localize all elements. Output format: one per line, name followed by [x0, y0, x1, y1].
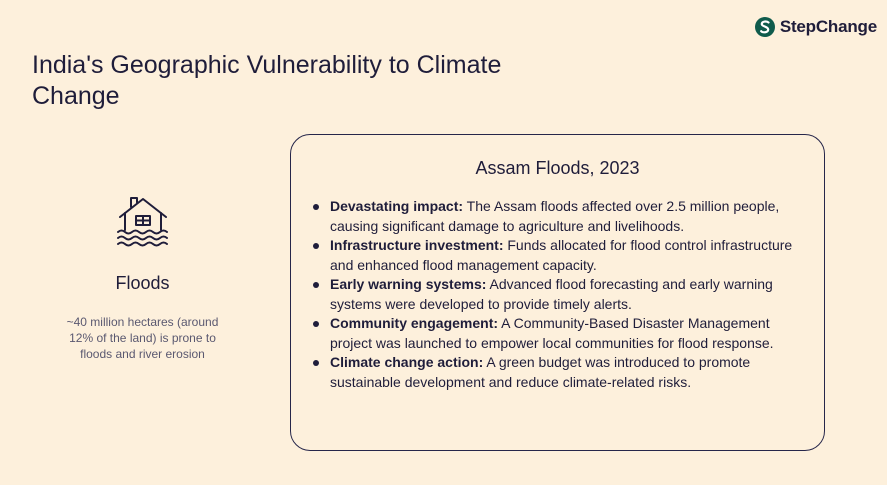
list-item: [330, 236, 806, 275]
point-label: Infrastructure investment:: [330, 237, 504, 253]
stepchange-logo-icon: [755, 16, 775, 38]
bullet-list: [291, 197, 824, 392]
floods-heading: Floods: [115, 273, 170, 293]
list-item: [330, 197, 806, 236]
list-item: [330, 275, 806, 314]
floods-description: ~40 million hectares (around 12% of the land) is prone to floods and river erosion: [66, 315, 219, 361]
point-label: Climate change action:: [330, 354, 484, 370]
list-item: [330, 353, 806, 392]
point-text: Funds allocated for flood control infrastructure and enhanced flood management capacity.: [330, 237, 793, 273]
point-text: A Community-Based Disaster Management project was launched to empower local communities for flood response.: [330, 315, 774, 351]
flooded-house-icon: [114, 190, 172, 248]
point-text: Advanced flood forecasting and early warning systems were developed to provide timely alerts.: [330, 276, 773, 312]
assam-floods-card: [290, 134, 825, 451]
card-title: Assam Floods, 2023: [475, 158, 640, 178]
point-label: Community engagement:: [330, 315, 499, 331]
brand-name: StepChange: [779, 17, 877, 36]
floods-panel: [60, 190, 225, 362]
point-label: Devastating impact:: [330, 198, 464, 214]
list-item: [330, 314, 806, 353]
point-text: A green budget was introduced to promote sustainable development and reduce climate-related risks.: [330, 354, 751, 390]
page-title: India's Geographic Vulnerability to Climate Change: [32, 51, 502, 110]
point-text: The Assam floods affected over 2.5 million people, causing significant damage to agriculture and livelihoods.: [330, 198, 780, 234]
stepchange-logo: [755, 16, 877, 38]
point-label: Early warning systems:: [330, 276, 487, 292]
